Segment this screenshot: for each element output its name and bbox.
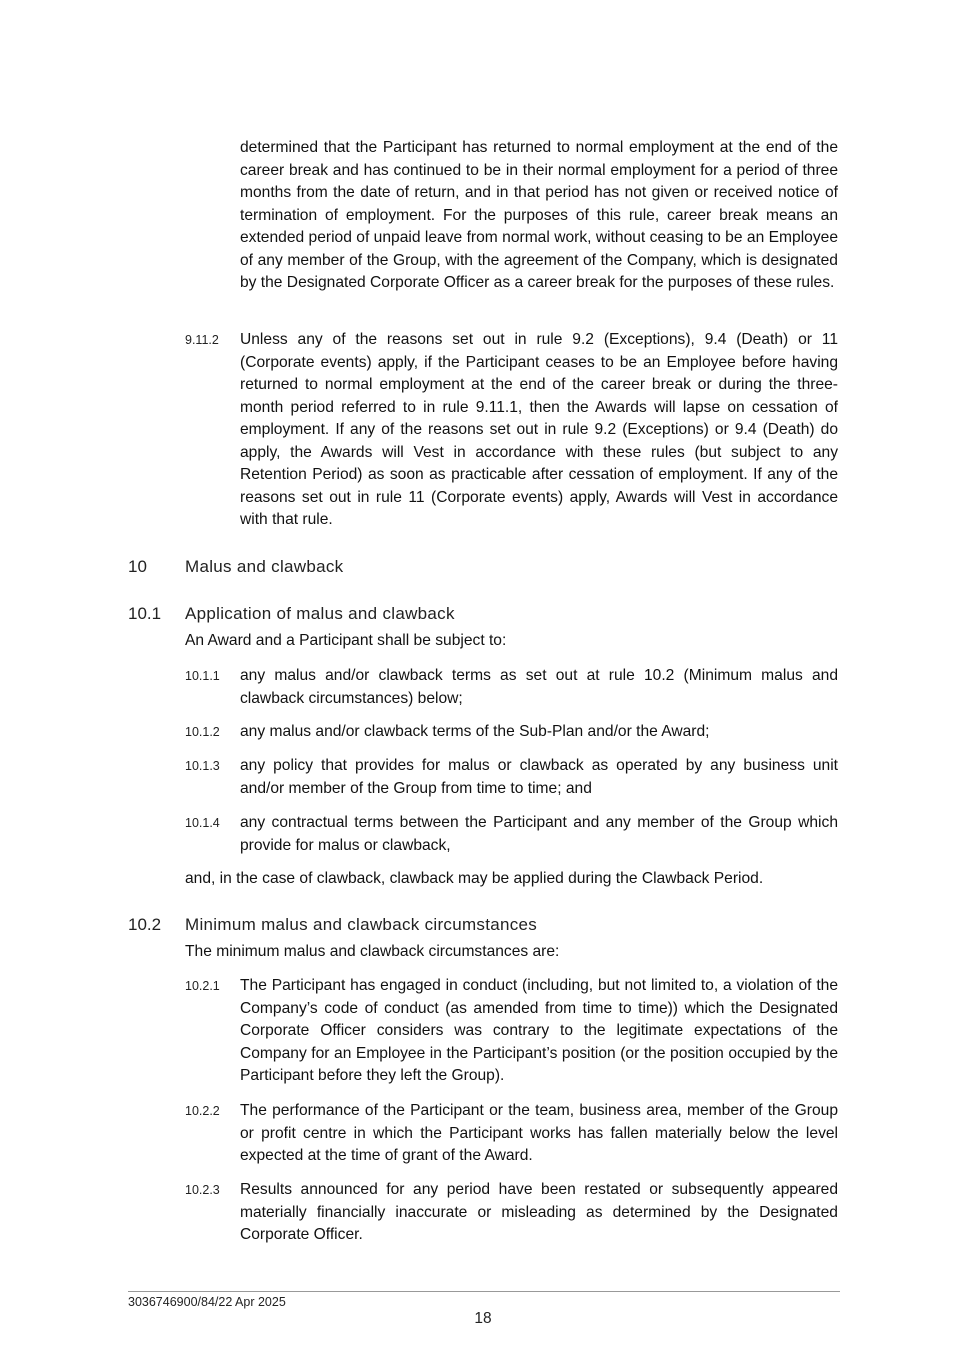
rule-number: 10.2.1 — [185, 979, 220, 993]
page-number: 18 — [474, 1310, 492, 1327]
document-reference: 3036746900/84/22 Apr 2025 — [128, 1295, 286, 1309]
footer-divider — [128, 1291, 840, 1292]
subsection-title: Minimum malus and clawback circumstances — [185, 915, 538, 934]
rule-text: any malus and/or clawback terms as set out at rule 10.2 (Minimum malus and clawback circumstances) below; — [240, 667, 838, 707]
rule-9-11-1-continuation: determined that the Participant has returned to normal employment at the end of the career break and has continued to be in their normal employment for a period of three months from the date of return, and in that period has not given or received notice of termination of employment. For the purposes of this rule, career break means an extended period of unpaid leave from normal work, without ceasing to be an Employee of any member of the Group, with the agreement of the Company, which is designated by the Designated Corporate Officer as a career break for the purposes of these rules. — [240, 139, 838, 291]
rule-number: 10.1.3 — [185, 759, 220, 773]
rule-number: 10.1.2 — [185, 725, 220, 739]
subsection-title: Application of malus and clawback — [185, 604, 455, 623]
rule-number: 10.2.3 — [185, 1183, 220, 1197]
rule-9-11-2-text: Unless any of the reasons set out in rule 9.2 (Exceptions), 9.4 (Death) or 11 (Corporate events) apply, if the Participant ceases to be an Employee before having returned to normal employment at the end of the career break or during the three-month period referred to in rule 9.11.1, then the Awards will lapse on cessation of employment. If any of the reasons set out in rule 9.2 (Exceptions) or 9.4 (Death) do apply, the Awards will Vest in accordance with these rules (but subject to any Retention Period) as soon as practicable after cessation of employment. If any of the reasons set out in rule 11 (Corporate events) apply, Awards will Vest in accordance with that rule. — [240, 331, 838, 528]
subsection-number: 10.2 — [128, 915, 162, 934]
rule-number: 10.1.4 — [185, 816, 220, 830]
subsection-closing: and, in the case of clawback, clawback may be applied during the Clawback Period. — [185, 870, 764, 887]
rule-number: 9.11.2 — [185, 333, 219, 347]
rule-number: 10.1.1 — [185, 669, 220, 683]
subsection-intro: An Award and a Participant shall be subject to: — [185, 632, 507, 649]
section-number: 10 — [128, 557, 147, 576]
rule-text: Results announced for any period have been restated or subsequently appeared materially financially inaccurate or misleading as determined by the Designated Corporate Officer. — [240, 1181, 838, 1243]
subsection-number: 10.1 — [128, 604, 162, 623]
rule-text: The Participant has engaged in conduct (including, but not limited to, a violation of the Company’s code of conduct (as amended from time to time)) which the Designated Corporate Officer considers was contrary to the legitimate expectations of the Company for an Employee in the Participant’s position (or the position occupied by the Participant before they left the Group). — [240, 977, 838, 1084]
rule-number: 10.2.2 — [185, 1104, 220, 1118]
rule-text: any contractual terms between the Participant and any member of the Group which provide for malus or clawback, — [240, 814, 838, 854]
rule-text: any malus and/or clawback terms of the Sub-Plan and/or the Award; — [240, 723, 710, 740]
rule-text: The performance of the Participant or the team, business area, member of the Group or profit centre in which the Participant works has fallen materially below the level expected at the time of grant of the Award. — [240, 1102, 838, 1164]
rule-text: any policy that provides for malus or clawback as operated by any business unit and/or member of the Group from time to time; and — [240, 757, 838, 797]
section-title: Malus and clawback — [185, 557, 344, 576]
subsection-intro: The minimum malus and clawback circumstances are: — [185, 943, 560, 960]
